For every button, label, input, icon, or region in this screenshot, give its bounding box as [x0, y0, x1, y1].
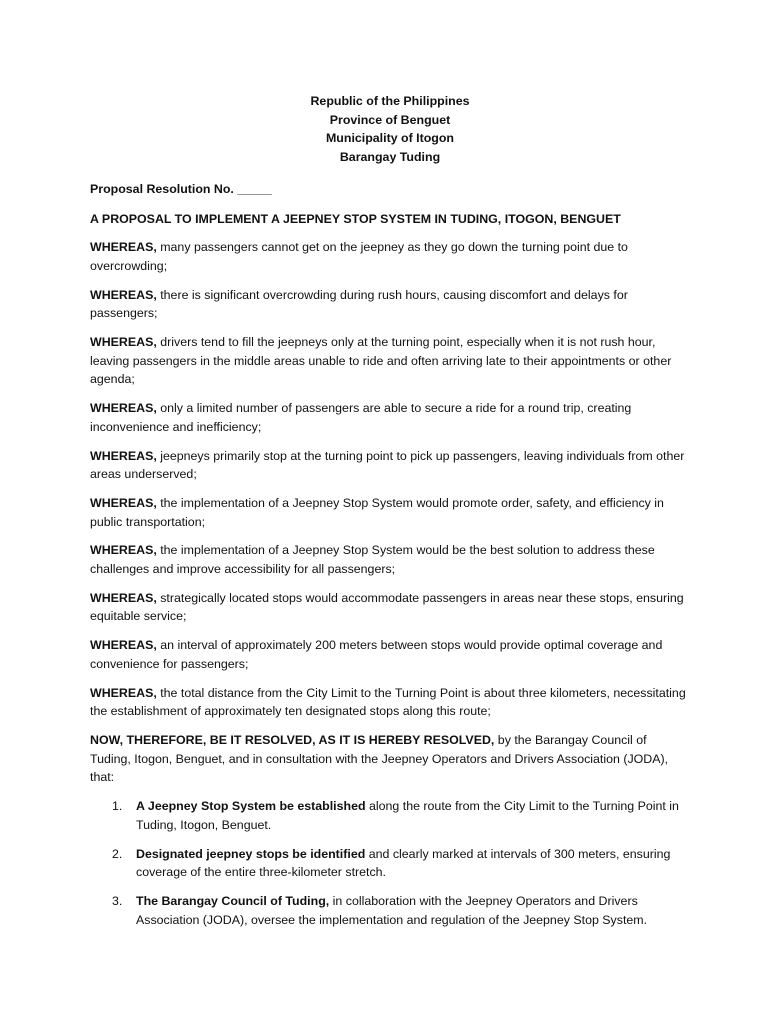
whereas-clause — [90, 636, 690, 673]
list-item-text: along the route from the City Limit to the Turning Point in Tuding, Itogon, Benguet. — [136, 799, 679, 832]
whereas-label: WHEREAS, — [90, 543, 157, 558]
list-item-number: 3. — [112, 893, 123, 908]
header-barangay: Barangay Tuding — [339, 150, 441, 165]
whereas-clause — [90, 447, 690, 484]
resolved-label: NOW, THEREFORE, BE IT RESOLVED, AS IT IS HEREBY RESOLVED, — [90, 732, 495, 747]
header-municipality: Municipality of Itogon — [325, 131, 455, 146]
whereas-clause — [90, 494, 690, 531]
document-title: A PROPOSAL TO IMPLEMENT A JEEPNEY STOP SYSTEM IN TUDING, ITOGON, BENGUET — [90, 211, 621, 226]
list-item-number: 2. — [112, 846, 123, 861]
whereas-text: there is significant overcrowding during rush hours, causing discomfort and delays for passengers; — [90, 287, 628, 321]
list-item — [90, 845, 690, 882]
whereas-text: drivers tend to fill the jeepneys only at the turning point, especially when it is not rush hour, leaving passengers in the middle areas unable to ride and often arriving late to their appointments or other agenda; — [90, 335, 672, 387]
document-page — [90, 92, 690, 939]
list-item-bold: Designated jeepney stops be identified — [136, 846, 366, 861]
whereas-label: WHEREAS, — [90, 638, 157, 653]
whereas-text: the implementation of a Jeepney Stop System would be the best solution to address these challenges and improve accessibility for all passengers; — [90, 543, 655, 577]
list-item-number: 1. — [112, 799, 123, 814]
whereas-clause — [90, 589, 690, 626]
whereas-text: only a limited number of passengers are able to secure a ride for a round trip, creating inconvenience and inefficiency; — [90, 401, 632, 434]
whereas-label: WHEREAS, — [90, 401, 157, 416]
resolution-items-list — [90, 797, 690, 929]
list-item-text: and clearly marked at intervals of 300 meters, ensuring coverage of the entire three-kilometer stretch. — [136, 846, 671, 880]
whereas-label: WHEREAS, — [90, 448, 157, 463]
whereas-clause — [90, 684, 690, 721]
resolved-clause — [90, 731, 690, 787]
whereas-text: strategically located stops would accommodate passengers in areas near these stops, ensuring equitable service; — [90, 590, 684, 624]
whereas-clause — [90, 399, 690, 436]
whereas-clause — [90, 286, 690, 323]
list-item — [90, 892, 690, 929]
list-item-text: in collaboration with the Jeepney Operators and Drivers Association (JODA), oversee the implementation and regulation of the Jeepney Stop System. — [136, 893, 648, 927]
whereas-text: the implementation of a Jeepney Stop System would promote order, safety, and efficiency in public transportation; — [90, 495, 664, 529]
whereas-text: many passengers cannot get on the jeepney as they go down the turning point due to overcrowding; — [90, 240, 628, 273]
whereas-text: jeepneys primarily stop at the turning point to pick up passengers, leaving individuals from other areas underserved; — [90, 448, 685, 482]
whereas-clause — [90, 541, 690, 578]
document-header — [90, 92, 690, 167]
whereas-clause — [90, 333, 690, 389]
resolution-number: Proposal Resolution No. _____ — [90, 181, 272, 196]
header-province: Province of Benguet — [329, 112, 451, 127]
header-country: Republic of the Philippines — [310, 94, 470, 108]
whereas-label: WHEREAS, — [90, 335, 157, 350]
whereas-clause — [90, 238, 690, 275]
whereas-text: the total distance from the City Limit to the Turning Point is about three kilometers, necessitating the establishment of approximately ten designated stops along this route; — [90, 685, 686, 719]
list-item-bold: The Barangay Council of Tuding, — [136, 893, 330, 908]
resolved-text: by the Barangay Council of Tuding, Itogon, Benguet, and in consultation with the Jeepney Operators and Drivers Association (JODA), that: — [90, 732, 669, 785]
whereas-label: WHEREAS, — [90, 685, 157, 700]
whereas-label: WHEREAS, — [90, 240, 157, 255]
whereas-label: WHEREAS, — [90, 495, 157, 510]
list-item — [90, 797, 690, 834]
whereas-label: WHEREAS, — [90, 590, 157, 605]
whereas-label: WHEREAS, — [90, 287, 157, 302]
whereas-text: an interval of approximately 200 meters between stops would provide optimal coverage and convenience for passengers; — [90, 638, 663, 671]
list-item-bold: A Jeepney Stop System be established — [136, 799, 366, 814]
